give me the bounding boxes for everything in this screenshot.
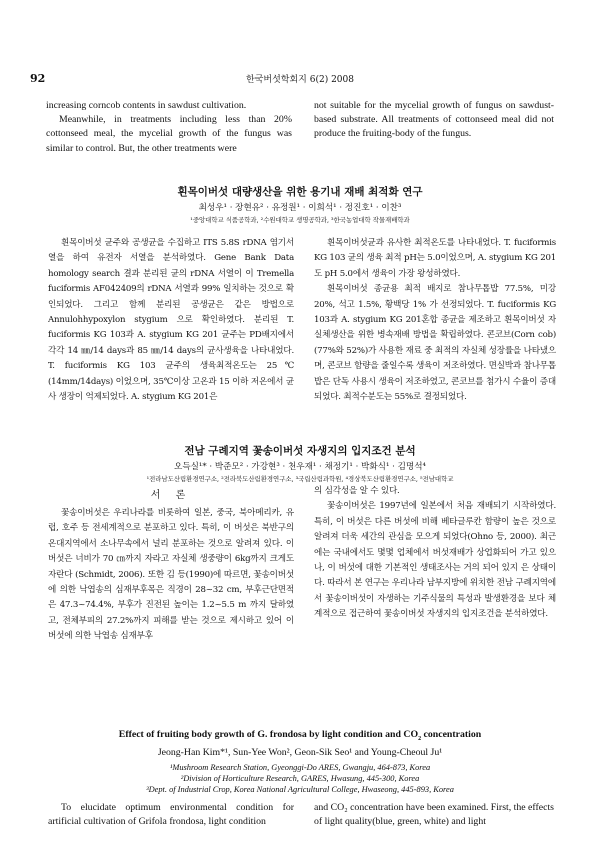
abstract1-authors: 최성우¹ · 장현유² · 유정원¹ · 이희석¹ · 정진호¹ · 이찬³ (198, 203, 402, 213)
abstract3-right-body: and CO₂ concentration have been examined. First, the effects of light quality(blue, green, white) and light (314, 802, 554, 828)
abstract2-authors: 오득실¹* · 박준모² · 가강현³ · 천우재¹ · 채정기¹ · 박화식¹ · 김명석⁴ (174, 462, 426, 472)
top-left-paragraph: Meanwhile, in treatments including less than 20% cottonseed meal, the mycelial growth of the fungus was similar to control. But, the other treatments were (46, 114, 292, 154)
abstract1-title: 흰목이버섯 대량생산을 위한 용기내 재배 최적화 연구 (177, 186, 423, 198)
abstract1-left-body: 흰목이버섯 균주와 공생균을 수집하고 ITS 5.8S rDNA 염기서열을 하여 유전자 서열을 분석하였다. Gene Bank Data homology search 결과 분리된 균의 rDNA 서열이 이 Tremella fuciformis AF042409의 rDNA 서열과 99% 일치하는 것으로 확인되었다. 그리고 함께 분리된 공생균은 같은 방법으로 Annulohhypoxylon stygium 으로 확인하였다. 분리된 T. fuciformis KG 103과 A. stygium KG 201 균주는 PD배지에서 각각 14 ㎜/14 days과 85 ㎜/14 days의 균사생육을 나타내었다. T. fuciformis KG 103 균주의 생육최적온도는 25℃ (14mm/14days) 이었으며, 35℃이상 고온과 15 이하 저온에서 균사 생장이 억제되었다. A. stygium KG 201은 (48, 238, 294, 403)
abstract3-left-body: To elucidate optimum environmental condition for artificial cultivation of Grifola frondosa, light condition (48, 802, 294, 828)
abstract1-affiliations: ¹중앙대학교 식품공학과, ²수원대학교 생명공학과, ³한국농업대학 작물재배학과 (190, 216, 410, 224)
top-right-text: not suitable for the mycelial growth of fungus on sawdust-based substrate. All treatments of cottonseed meal did not produce the fruiting-body of the fungus. (314, 100, 554, 140)
abstract3-title: Effect of fruiting body growth of G. frondosa by light condition and $CO_2$ concentration (118, 729, 482, 742)
top-left-column (46, 99, 292, 156)
top-left-text: increasing corncob contents in sawdust cultivation. (46, 100, 247, 111)
abstract3-affiliations (0, 762, 600, 795)
section-heading-introduction: 서 론 (150, 490, 192, 501)
abstract2-right-body-1: 의 심각성을 알 수 있다. (314, 486, 400, 496)
abstract2-right-column (314, 484, 556, 718)
abstract3-authors: Jeong-Han Kim*¹, Sun-Yee Won², Geon-Sik Seo¹ and Young-Cheoul Ju¹ (157, 747, 443, 758)
abstract2-title: 전남 구례지역 꽃송이버섯 자생지의 입지조건 분석 (184, 445, 416, 457)
abstract3-affiliation-3: ³Dept. of Industrial Crop, Korea National Agricultural College, Hwaseong, 445-893, Korea (146, 785, 454, 794)
journal-header: 한국버섯학회지 6(2) 2008 (246, 75, 354, 85)
abstract3-affiliation-2: ²Division of Horticulture Research, GARES, Hwasung, 445-300, Korea (180, 774, 420, 783)
page-number: 92 (30, 72, 46, 85)
abstract1-right-body-1: 흰목이버섯균과 유사한 최적온도를 나타내었다. T. fuciformis KG 103 균의 생육 최적 pH는 5.0이었으며, A. stygium KG 201도 pH 5.0에서 생육이 가장 왕성하였다. (314, 238, 556, 279)
abstract3-affiliation-1: ¹Mushroom Research Station, Gyeonggi-Do ARES, Gwangju, 464-873, Korea (169, 763, 431, 772)
abstract1-right-column (314, 236, 556, 436)
abstract1-right-body-2: 흰목이버섯 종균용 최적 배지로 참나무톱밥 77.5%, 미강 20%, 석고 1.5%, 황백당 1% 가 선정되었다. T. fuciformis KG 103과 A. stygium KG 201혼합 종균을 제조하고 흰목이버섯 자실체생산을 위한 병속재배 방법을 확립하였다. 콘코브(Corn cob) (77%와 52%)가 사용한 재료 중 최적의 자실체 성장률을 나타냈으며, 콘코브 함량을 줄일수록 생육이 저조하였다. 면실박과 참나무톱밥은 단독 사용시 생육이 저조하였고, 콘코브를 첨가시 수율이 증대되었다. 최적수분도는 55%로 결정되었다. (314, 284, 556, 403)
abstract2-right-body-2: 꽃송이버섯은 1997년에 일본에서 처음 재배되기 시작하였다. 특히, 이 버섯은 다른 버섯에 비해 베타글루칸 함량이 높은 것으로 알려져 더욱 세간의 관심을 모으게 되었다(Ohno 등, 2000). 최근에는 국내에서도 몇몇 업체에서 버섯재배가 상업화되어 가고 있으나, 이 버섯에 대한 기본적인 생태조사는 거의 되어 있지 은 상태이다. 따라서 본 연구는 우리나라 남부지방에 위치한 전남 구례지역에서 꽃송이버섯이 자생하는 기주식물의 특성과 발생환경을 보다 체계적으로 접근하여 꽃송이버섯 자생지의 입지조건을 분석하였다. (314, 501, 556, 620)
abstract2-affiliations: ¹전라남도산림환경연구소, ²전라북도산림환경연구소, ³국립산림과학원, ⁴경상북도산림환경연구소, ⁵전남대학교 (146, 475, 454, 483)
abstract2-left-body: 꽃송이버섯은 우리나라를 비롯하여 일본, 중국, 북아메리카, 유럽, 호주 등 전세계적으로 분포하고 있다. 특히, 이 버섯은 북반구의 온대지역에서 소나무속에서 널리 분포하는 것으로 알려져 있다. 이 버섯은 너비가 70 ㎝까지 자라고 자실체 생중량이 6kg까지 크게도 자란다 (Schmidt, 2006). 또한 김 등(1990)에 따르면, 꽃송이버섯에 의한 낙엽송의 심재부후목은 직경이 28~32 cm, 부후근단면적은 47.3~74.4%, 부후가 진전된 높이는 1.2~5.5 m 까지 달하였고, 전체부피의 27.2%까지 피해를 받는 것으로 제시하고 있어 이 버섯에 의한 낙엽송 심재부후 (48, 508, 294, 642)
top-right-column (314, 99, 554, 142)
